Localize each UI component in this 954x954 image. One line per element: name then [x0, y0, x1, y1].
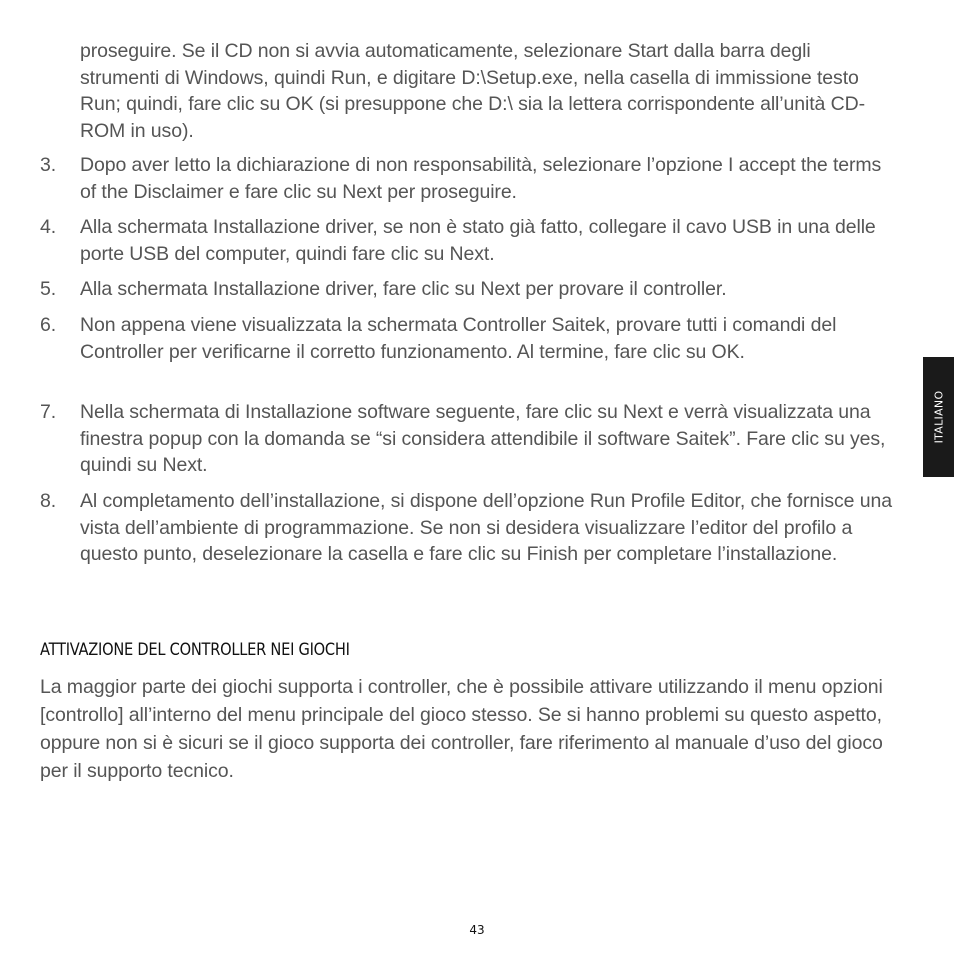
step-text: Alla schermata Installazione driver, se non è stato già fatto, collegare il cavo USB in una delle porte USB del computer, quindi fare clic su Next.	[80, 216, 876, 265]
step-text: Al completamento dell’installazione, si dispone dell’opzione Run Profile Editor, che fornisce una vista dell’ambiente di programmazione. Se non si desidera visualizzare l’editor del profilo a questo punto, deselezionare la casella e fare clic su Finish per completare l’installazione.	[80, 490, 892, 565]
language-tab-label: ITALIANO	[932, 390, 945, 444]
step-text: Alla schermata Installazione driver, fare clic su Next per provare il controller.	[80, 278, 727, 300]
page-number: 43	[469, 923, 485, 937]
language-tab	[923, 357, 954, 477]
step-number: 6.	[40, 314, 57, 336]
section-heading: ATTIVAZIONE DEL CONTROLLER NEI GIOCHI	[40, 640, 350, 660]
step-text: Dopo aver letto la dichiarazione di non responsabilità, selezionare l’opzione I accept the terms of the Disclaimer e fare clic su Next per proseguire.	[80, 154, 882, 203]
step-number: 7.	[40, 401, 57, 423]
step-text: Nella schermata di Installazione software seguente, fare clic su Next e verrà visualizzata una finestra popup con la domanda se “si considera attendibile il software Saitek”. Fare clic su yes, quindi su Next.	[80, 401, 886, 476]
step-number: 3.	[40, 154, 57, 176]
step-text: Non appena viene visualizzata la schermata Controller Saitek, provare tutti i comandi del Controller per verificarne il corretto funzionamento. Al termine, fare clic su OK.	[80, 314, 837, 363]
step-number: 8.	[40, 490, 57, 512]
step-number: 4.	[40, 216, 57, 238]
step-number: 5.	[40, 278, 57, 300]
continued-step-text: proseguire. Se il CD non si avvia automaticamente, selezionare Start dalla barra degli strumenti di Windows, quindi Run, e digitare D:\Setup.exe, nella casella di immissione testo Run; quindi, fare clic su OK (si presuppone che D:\ sia la lettera corrispondente all’unità CD-ROM in uso).	[80, 40, 865, 142]
section-body: La maggior parte dei giochi supporta i controller, che è possibile attivare utilizzando il menu opzioni [controllo] all’interno del menu principale del gioco stesso. Se si hanno problemi su questo aspetto, oppure non si è sicuri se il gioco supporta dei controller, fare riferimento al manuale d’uso del gioco per il supporto tecnico.	[40, 676, 883, 782]
